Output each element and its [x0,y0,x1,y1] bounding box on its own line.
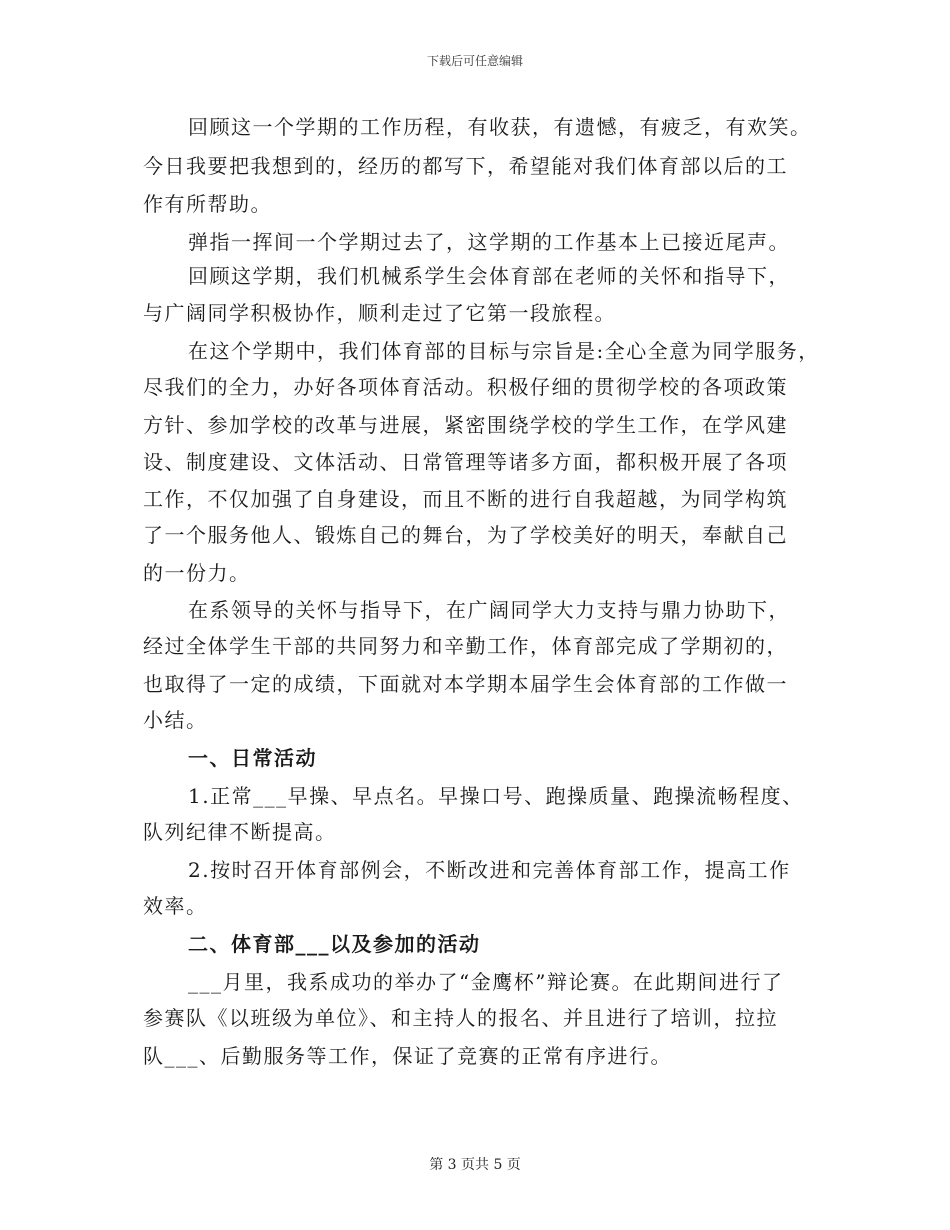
paragraph-line: 方针、参加学校的改革与进展，紧密围绕学校的学生工作，在学风建 [143,413,788,437]
paragraph-line: 与广阔同学积极协作，顺利走过了它第一段旅程。 [143,301,616,325]
paragraph-line: 的一份力。 [143,561,251,585]
paragraph-line: 经过全体学生干部的共同努力和辛勤工作，体育部完成了学期初的， [143,634,788,658]
paragraph-line: 设、制度建设、文体活动、日常管理等诸多方面，都积极开展了各项 [143,450,788,474]
paragraph-line: 回顾这学期，我们机械系学生会体育部在老师的关怀和指导下， [188,264,790,288]
page-header: 下载后可任意编辑 [426,54,523,68]
paragraph-line: 尽我们的全力，办好各项体育活动。积极仔细的贯彻学校的各项政策 [143,375,788,399]
paragraph-line: ___月里，我系成功的举办了“金鹰杯”辩论赛。在此期间进行了 [188,970,784,994]
page-footer: 第 3 页共 5 页 [429,1157,521,1173]
paragraph-line: 队列纪律不断提高。 [143,820,337,844]
paragraph-line: 在这个学期中，我们体育部的目标与宗旨是:全心全意为同学服务， [188,339,820,363]
paragraph-line: 队___、后勤服务等工作，保证了竞赛的正常有序进行。 [143,1044,672,1068]
paragraph-line: 回顾这一个学期的工作历程，有收获，有遗憾，有疲乏，有欢笑。 [188,115,812,139]
paragraph-line: 作有所帮助。 [143,192,272,216]
paragraph-line: 今日我要把我想到的，经历的都写下，希望能对我们体育部以后的工 [143,154,788,178]
paragraph-line: 也取得了一定的成绩，下面就对本学期本届学生会体育部的工作做一 [143,672,788,696]
paragraph-line: 1.正常___早操、早点名。早操口号、跑操质量、跑操流畅程度、 [188,784,804,808]
paragraph-line: 在系领导的关怀与指导下，在广阔同学大力支持与鼎力协助下， [188,598,790,622]
section-heading: 一、日常活动 [188,746,317,770]
section-heading: 二、体育部___以及参加的活动 [188,932,481,956]
paragraph-line: 了一个服务他人、锻炼自己的舞台，为了学校美好的明天，奉献自己 [143,523,788,547]
paragraph-line: 小结。 [143,708,208,732]
paragraph-line: 2.按时召开体育部例会，不断改进和完善体育部工作，提高工作 [188,858,791,882]
paragraph-line: 效率。 [143,894,208,918]
paragraph-line: 工作，不仅加强了自身建设，而且不断的进行自我超越，为同学构筑 [143,487,788,511]
paragraph-line: 参赛队《以班级为单位》、和主持人的报名、并且进行了培训，拉拉 [143,1006,778,1030]
paragraph-line: 弹指一挥间一个学期过去了，这学期的工作基本上已接近尾声。 [188,230,790,254]
